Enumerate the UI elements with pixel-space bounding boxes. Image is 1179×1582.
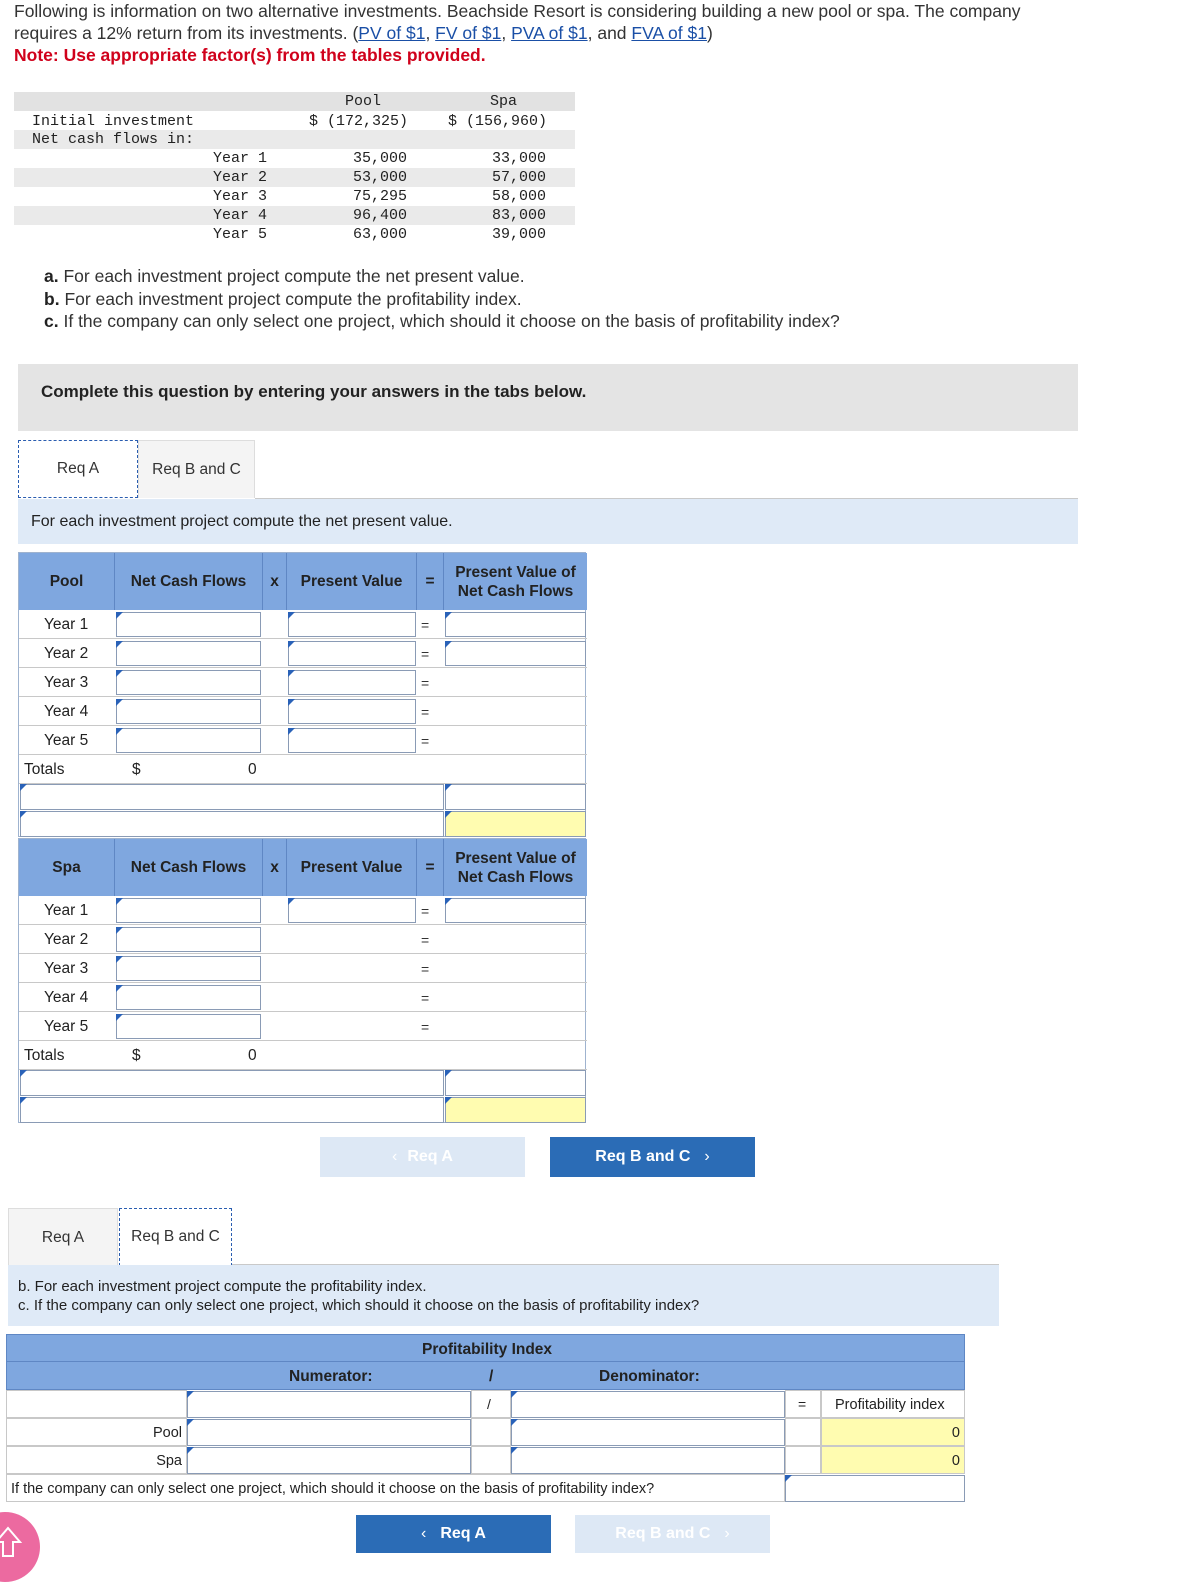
spa-ncf-header: Net Cash Flows (115, 839, 263, 896)
given-row-year4: Year 4 96,400 83,000 (14, 206, 575, 225)
pool-npv-label-input[interactable] (20, 811, 444, 837)
spa-row-totals: Totals $ 0 (19, 1041, 587, 1070)
spa-initial-investment-input[interactable] (445, 1070, 586, 1096)
pi-numerator-label-input[interactable] (187, 1391, 471, 1418)
times-header: x (263, 553, 287, 610)
requirements-list (44, 265, 840, 333)
pool-initial-investment-input[interactable] (445, 784, 586, 810)
fva-table-link[interactable]: FVA of $1 (631, 23, 707, 43)
intro-line-1: Following is information on two alternative investments. Beachside Resort is considering building a new pool or spa. The company (14, 1, 1021, 21)
pool-header: Pool (19, 553, 115, 610)
pool-ncf-total: 0 (248, 761, 257, 778)
pi-result-label-cell: Profitability index (821, 1390, 965, 1418)
spa-row-year4: Year 4 = (19, 983, 587, 1012)
pi-column-header: Numerator: / Denominator: (6, 1362, 965, 1390)
spa-ncf-year5-input[interactable] (116, 1014, 261, 1039)
pool-pv-year1-input[interactable] (288, 612, 416, 637)
given-col-pool: Pool (345, 93, 382, 110)
pool-ncf-year1-input[interactable] (116, 612, 261, 637)
pi-eq-cell: = (785, 1390, 821, 1418)
given-col-spa: Spa (490, 93, 518, 110)
next-req-bc-button-disabled[interactable]: Req B and C › (575, 1515, 770, 1553)
profitability-index-table (6, 1334, 965, 1504)
spa-npv-label-input[interactable] (20, 1097, 444, 1123)
pool-pvncf-year2-input[interactable] (445, 641, 586, 666)
pool-pv-year2-input[interactable] (288, 641, 416, 666)
pi-spa-denominator-input[interactable] (511, 1447, 785, 1474)
pv-header: Present Value (287, 553, 417, 610)
requirement-a: a. For each investment project compute the net present value. (44, 266, 525, 286)
tab-req-a[interactable]: Req A (18, 440, 138, 498)
spa-row-year1: Year 1 = (19, 896, 587, 925)
pool-npv-table (18, 552, 586, 837)
tab-req-bc[interactable]: Req B and C (138, 440, 255, 498)
pi-pool-result: 0 (821, 1418, 965, 1446)
pool-row-year5: Year 5 = (19, 726, 587, 755)
pool-row-year4: Year 4 = (19, 697, 587, 726)
pool-pv-year3-input[interactable] (288, 670, 416, 695)
tab-req-bc-2[interactable]: Req B and C (119, 1208, 232, 1266)
fv-table-link[interactable]: FV of $1 (435, 23, 502, 43)
pi-pool-numerator-input[interactable] (187, 1419, 471, 1446)
tab-req-a-2[interactable]: Req A (8, 1208, 118, 1266)
pool-row-year1: Year 1 = (19, 610, 587, 639)
given-row-year3: Year 3 75,295 58,000 (213, 188, 547, 205)
next-req-bc-button[interactable]: Req B and C › (550, 1137, 755, 1177)
spa-ncf-year1-input[interactable] (116, 898, 261, 923)
pi-spa-numerator-input[interactable] (187, 1447, 471, 1474)
pvncf-header: Present Value of Net Cash Flows (444, 553, 587, 610)
spa-ncf-year2-input[interactable] (116, 927, 261, 952)
complete-instruction-box: Complete this question by entering your answers in the tabs below. (18, 364, 1078, 431)
pi-pool-eq-cell (785, 1418, 821, 1446)
pi-slash-cell: / (471, 1390, 511, 1418)
pool-pv-year4-input[interactable] (288, 699, 416, 724)
npv-instruction: For each investment project compute the net present value. (18, 499, 1078, 544)
spa-ncf-year4-input[interactable] (116, 985, 261, 1010)
pi-spa-slash-cell (471, 1446, 511, 1474)
pi-question-cell: If the company can only select one project, which should it choose on the basis of profitability index? (6, 1474, 785, 1502)
pool-ncf-year5-input[interactable] (116, 728, 261, 753)
given-row-year5: Year 5 63,000 39,000 (213, 226, 547, 243)
pi-spa-label-cell: Spa (6, 1446, 187, 1474)
spa-row-year3: Year 3 = (19, 954, 587, 983)
spa-pvncf-header: Present Value of Net Cash Flows (444, 839, 587, 896)
pi-denominator-label-input[interactable] (511, 1391, 785, 1418)
investment-data-table (14, 92, 575, 244)
chevron-right-icon: › (724, 1525, 730, 1542)
pool-ncf-year2-input[interactable] (116, 641, 261, 666)
pool-row-year2: Year 2 = (19, 639, 587, 668)
spa-header: Spa (19, 839, 115, 896)
pool-npv-result (445, 811, 586, 837)
spa-row-year2: Year 2 = (19, 925, 587, 954)
pi-instruction: b. For each investment project compute the profitability index. c. If the company can only select one project, which should it choose on the basis of profitability index? (8, 1265, 999, 1326)
spa-equals-header: = (417, 839, 444, 896)
arrow-up-icon (0, 1512, 40, 1582)
spa-npv-result (445, 1097, 586, 1123)
chevron-left-icon: ‹ (392, 1148, 398, 1165)
requirement-b: b. For each investment project compute the profitability index. (44, 288, 522, 309)
spa-ncf-year3-input[interactable] (116, 956, 261, 981)
pool-pv-year5-input[interactable] (288, 728, 416, 753)
spa-initial-investment-label-input[interactable] (20, 1070, 444, 1096)
spa-times-header: x (263, 839, 287, 896)
help-badge-icon[interactable] (0, 1512, 40, 1582)
spa-ncf-total: 0 (248, 1047, 257, 1064)
pi-title-bar: Profitability Index (6, 1334, 965, 1362)
problem-intro (14, 0, 1164, 66)
pool-pvncf-year1-input[interactable] (445, 612, 586, 637)
equals-header: = (417, 553, 444, 610)
pi-pool-slash-cell (471, 1418, 511, 1446)
pi-spa-eq-cell (785, 1446, 821, 1474)
given-row-year2: Year 2 53,000 57,000 (14, 168, 575, 187)
note-text: Note: Use appropriate factor(s) from the tables provided. (14, 45, 486, 65)
prev-req-a-button-disabled[interactable]: ‹ Req A (320, 1137, 525, 1177)
pool-row-totals: Totals $ 0 (19, 755, 587, 784)
pool-ncf-year4-input[interactable] (116, 699, 261, 724)
spa-row-year5: Year 5 = (19, 1012, 587, 1041)
ncf-header: Net Cash Flows (115, 553, 263, 610)
pool-row-year3: Year 3 = (19, 668, 587, 697)
spa-npv-table (18, 838, 586, 1123)
pool-ncf-year3-input[interactable] (116, 670, 261, 695)
requirement-c: c. If the company can only select one project, which should it choose on the basis of profitability index? (44, 311, 840, 331)
chevron-left-icon: ‹ (421, 1525, 427, 1542)
pi-pool-denominator-input[interactable] (511, 1419, 785, 1446)
pi-pool-label-cell: Pool (6, 1418, 187, 1446)
given-row-ncf-label: Net cash flows in: (14, 130, 575, 149)
pv-table-link[interactable]: PV of $1 (358, 23, 426, 43)
pool-initial-investment-label-input[interactable] (20, 784, 444, 810)
given-row-year1: Year 1 35,000 33,000 (213, 150, 547, 167)
spa-pvncf-year1-input[interactable] (445, 898, 586, 923)
prev-req-a-button[interactable]: ‹ Req A (356, 1515, 551, 1553)
given-row-initial: Initial investment $ (172,325) $ (156,960) (32, 113, 548, 130)
pi-choice-select[interactable] (785, 1475, 965, 1502)
pi-spa-result: 0 (821, 1446, 965, 1474)
pva-table-link[interactable]: PVA of $1 (511, 23, 588, 43)
pi-blank-cell (6, 1390, 187, 1418)
chevron-right-icon: › (704, 1148, 710, 1165)
intro-line-2: requires a 12% return from its investments. (PV of $1, FV of $1, PVA of $1, and FVA of $1) (14, 23, 713, 43)
spa-pv-year1-input[interactable] (288, 898, 416, 923)
spa-pv-header: Present Value (287, 839, 417, 896)
